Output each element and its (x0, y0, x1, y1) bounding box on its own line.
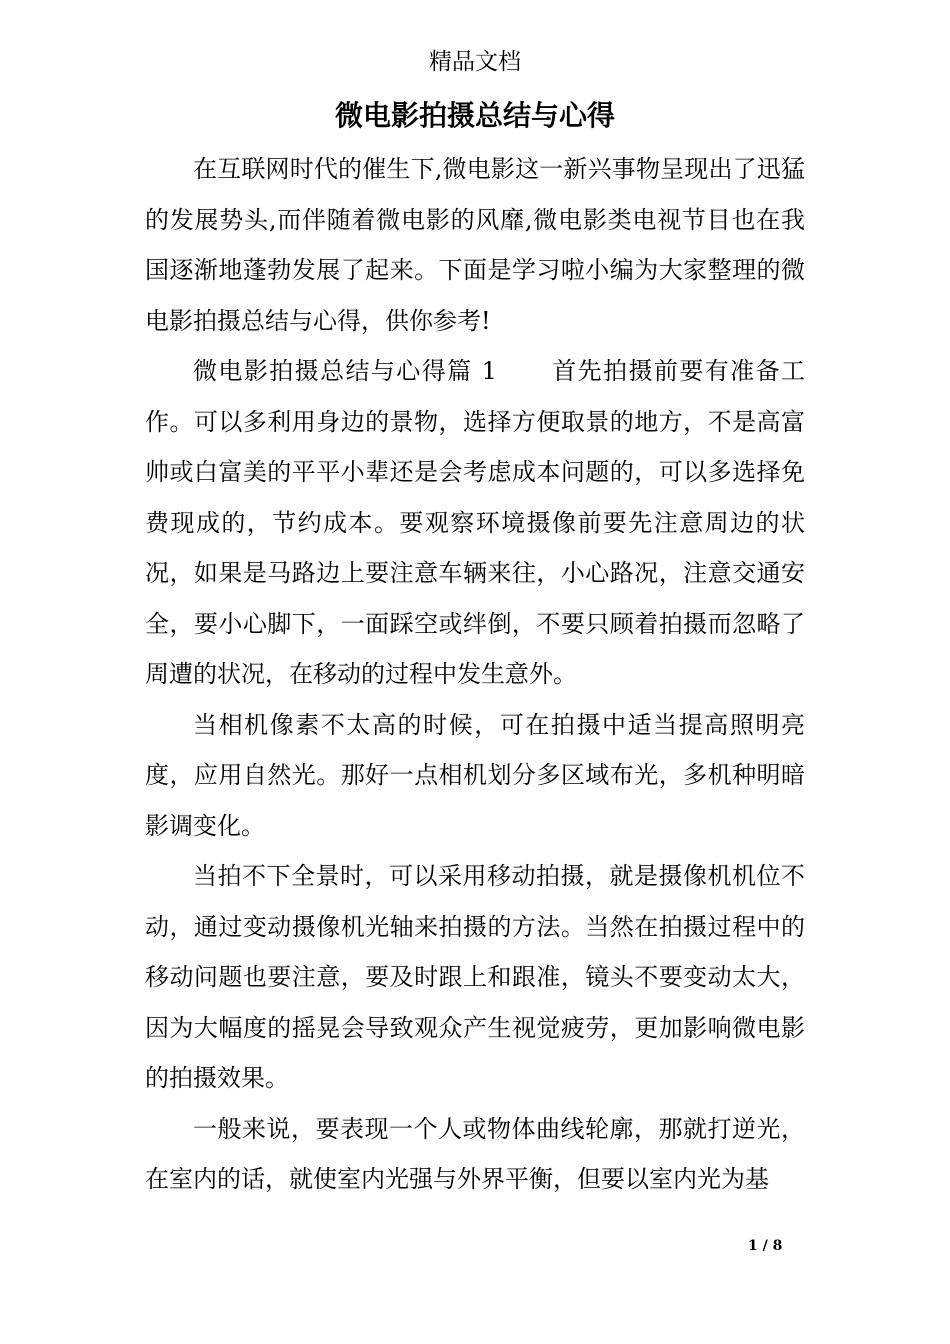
document-title: 微电影拍摄总结与心得 (334, 99, 615, 132)
section-text: 首先拍摄前要有准备工作。可以多利用身边的景物，选择方便取景的地方，不是高富帅或白富美的平平小辈还是会考虑成本问题的，可以多选择免费现成的，节约成本。要观察环境摄像前要先注意周边的状况，如果是马路边上要注意车辆来往，小心路况，注意交通安全，要小心脚下，一面踩空或绊倒，不要只顾着拍摄而忽略了周遭的状况，在移动的过程中发生意外。 (145, 357, 805, 688)
section-paragraph (145, 346, 805, 700)
document-body (145, 144, 805, 1205)
lighting-paragraph: 当相机像素不太高的时候，可在拍摄中适当提高照明亮度，应用自然光。那好一点相机划分多区域布光，多机种明暗影调变化。 (145, 710, 805, 840)
intro-paragraph: 在互联网时代的催生下,微电影这一新兴事物呈现出了迅猛的发展势头,而伴随着微电影的风靡,微电影类电视节目也在我国逐渐地蓬勃发展了起来。下面是学习啦小编为大家整理的微电影拍摄总结与心得，供你参考! (145, 155, 805, 335)
section-heading: 微电影拍摄总结与心得篇 1 (193, 357, 497, 385)
backlight-paragraph: 一般来说，要表现一个人或物体曲线轮廓，那就打逆光，在室内的话，就使室内光强与外界平衡，但要以室内光为基 (145, 1114, 805, 1193)
page-header: 精品文档 (429, 49, 521, 75)
page-number: 1 / 8 (748, 1238, 783, 1254)
page-footer (0, 1236, 950, 1256)
panning-paragraph: 当拍不下全景时，可以采用移动拍摄，就是摄像机机位不动，通过变动摄像机光轴来拍摄的方法。当然在拍摄过程中的移动问题也要注意，要及时跟上和跟准，镜头不要变动太大，因为大幅度的摇晃会导致观众产生视觉疲劳，更加影响微电影的拍摄效果。 (145, 862, 805, 1092)
